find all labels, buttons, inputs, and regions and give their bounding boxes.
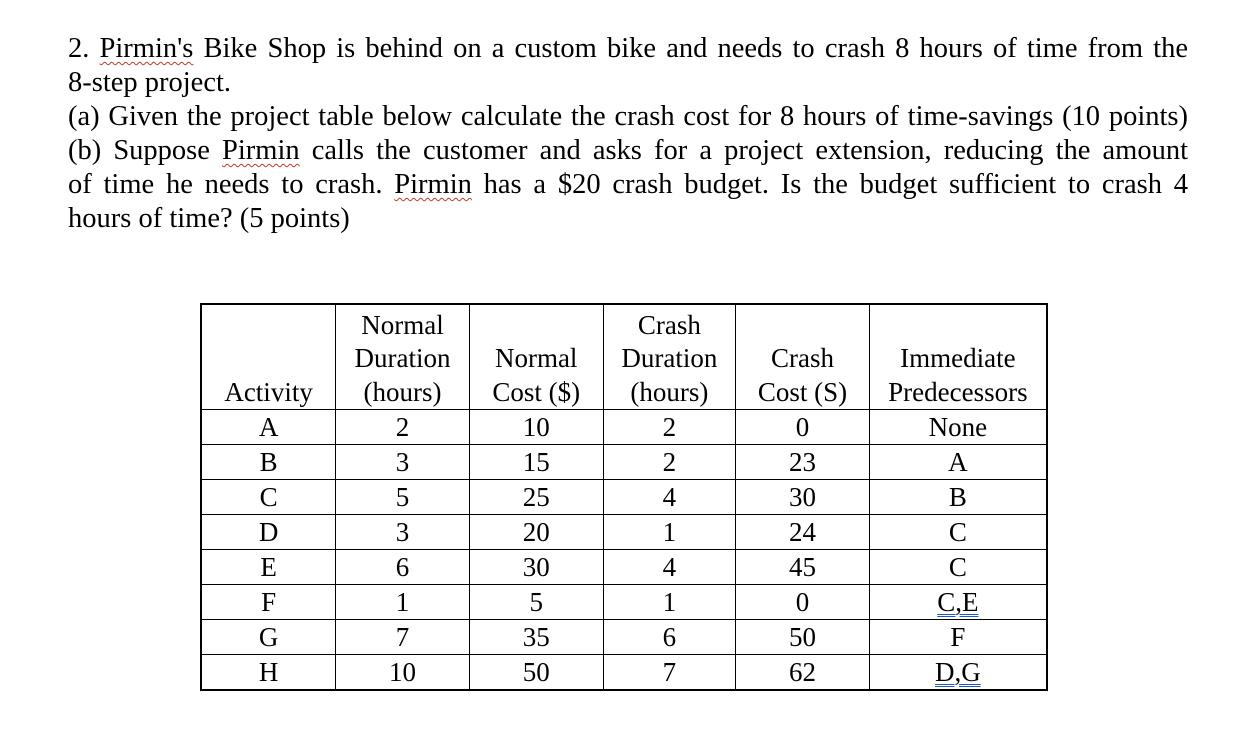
normal-cost-cell: 35 (469, 620, 603, 655)
header-line: Predecessors (888, 376, 1028, 407)
activity-header (201, 304, 336, 410)
header-line: Normal (361, 309, 444, 340)
activity-cell: C (201, 480, 336, 515)
table-row (201, 620, 1047, 655)
crash-duration-cell: 2 (603, 445, 736, 480)
crash-cost-cell: 45 (736, 550, 869, 585)
normal-duration-cell: 5 (336, 480, 470, 515)
part-b-text: (b) Suppose (68, 135, 223, 166)
activity-cell: D (201, 515, 336, 550)
predecessors-header (869, 304, 1047, 410)
predecessors-cell (869, 585, 1047, 620)
normal-duration-cell: 1 (336, 585, 470, 620)
predecessors-cell: F (869, 620, 1047, 655)
crash-cost-cell: 50 (736, 620, 869, 655)
table-row (201, 515, 1047, 550)
normal-cost-cell: 50 (469, 655, 603, 691)
crash-duration-cell: 1 (603, 585, 736, 620)
part-b-line-1 (68, 134, 1188, 168)
predecessors-cell: C (869, 515, 1047, 550)
predecessor-text: C,E (937, 586, 979, 617)
part-b-text: has a $20 crash budget. Is the budget sufficient to crash 4 (471, 169, 1189, 200)
normal-duration-cell: 3 (336, 515, 470, 550)
predecessors-cell: None (869, 410, 1047, 445)
predecessors-cell: A (869, 445, 1047, 480)
activity-cell: F (201, 585, 336, 620)
table-row (201, 585, 1047, 620)
normal-cost-cell: 30 (469, 550, 603, 585)
crash-cost-cell: 24 (736, 515, 869, 550)
table-row (201, 410, 1047, 445)
normal-cost-cell: 15 (469, 445, 603, 480)
crash-duration-cell: 4 (603, 480, 736, 515)
part-a-text: (a) Given the project table below calculate the crash cost for 8 hours of time-savings (10 points) (68, 101, 1188, 132)
question-line-2: 8-step project. (68, 67, 232, 98)
crash-duration-cell: 6 (603, 620, 736, 655)
normal-cost-cell: 25 (469, 480, 603, 515)
normal-duration-cell: 3 (336, 445, 470, 480)
normal-duration-header (336, 304, 470, 410)
activity-cell: E (201, 550, 336, 585)
header-line: (hours) (363, 376, 442, 407)
activity-cell: H (201, 655, 336, 691)
header-line: Duration (621, 343, 718, 373)
header-line: Cost (S) (757, 376, 848, 407)
normal-duration-cell: 10 (336, 655, 470, 691)
part-b-line-2 (68, 168, 1188, 202)
part-b-line-3: hours of time? (5 points) (68, 203, 350, 234)
header-line: Duration (354, 343, 451, 373)
crash-duration-cell: 4 (603, 550, 736, 585)
table-row (201, 655, 1047, 691)
header-line: Activity (224, 376, 313, 407)
crash-duration-cell: 2 (603, 410, 736, 445)
activity-cell: A (201, 410, 336, 445)
crash-duration-cell: 1 (603, 515, 736, 550)
question-number: 2. (68, 33, 100, 64)
table-row (201, 445, 1047, 480)
crash-cost-cell: 62 (736, 655, 869, 691)
activity-cell: B (201, 445, 336, 480)
normal-duration-cell: 7 (336, 620, 470, 655)
normal-duration-cell: 6 (336, 550, 470, 585)
predecessors-cell: C (869, 550, 1047, 585)
question-line-1 (68, 32, 1188, 66)
table-row (201, 480, 1047, 515)
name-spellcheck: Pirmin (222, 135, 300, 166)
project-table (200, 303, 1048, 691)
activity-cell: G (201, 620, 336, 655)
normal-cost-cell: 10 (469, 410, 603, 445)
header-line: Immediate (900, 343, 1016, 373)
table-row (201, 550, 1047, 585)
predecessors-cell: B (869, 480, 1047, 515)
question-text (68, 32, 1188, 236)
part-b-text: of time he needs to crash. (68, 169, 395, 200)
crash-cost-cell: 0 (736, 410, 869, 445)
header-line: (hours) (630, 376, 709, 407)
normal-cost-header (469, 304, 603, 410)
header-line: Crash (770, 343, 834, 373)
normal-duration-cell: 2 (336, 410, 470, 445)
normal-cost-cell: 20 (469, 515, 603, 550)
shop-name-spellcheck: Pirmin's (99, 33, 194, 64)
header-line: Cost ($) (492, 376, 581, 407)
table-body (201, 410, 1047, 691)
name-spellcheck: Pirmin (394, 169, 472, 200)
crash-cost-cell: 0 (736, 585, 869, 620)
crash-cost-cell: 23 (736, 445, 869, 480)
crash-cost-header (736, 304, 869, 410)
part-b-text: calls the customer and asks for a project extension, reducing the amount (299, 135, 1188, 166)
header-row (201, 304, 1047, 410)
intro-text: Bike Shop is behind on a custom bike and needs to crash 8 hours of time from the (193, 33, 1189, 64)
predecessors-cell (869, 655, 1047, 691)
normal-cost-cell: 5 (469, 585, 603, 620)
crash-cost-cell: 30 (736, 480, 869, 515)
header-line: Crash (637, 309, 701, 340)
crash-duration-cell: 7 (603, 655, 736, 691)
header-line: Normal (494, 343, 578, 373)
crash-duration-header (603, 304, 736, 410)
predecessor-text: D,G (934, 656, 981, 687)
